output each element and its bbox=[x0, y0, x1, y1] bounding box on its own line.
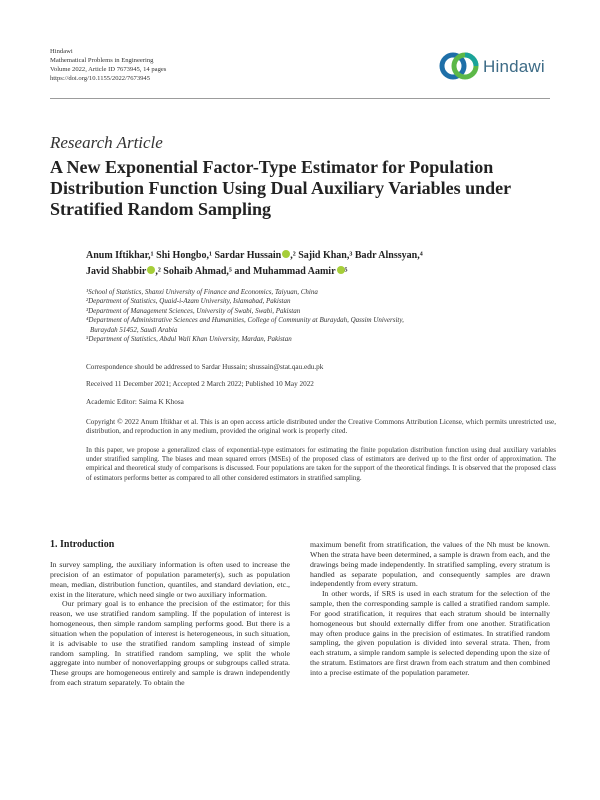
authors-text: ⁵ bbox=[344, 266, 348, 277]
body-column-right bbox=[310, 540, 550, 678]
volume-info: Volume 2022, Article ID 7673945, 14 pages bbox=[50, 66, 167, 73]
journal-header bbox=[50, 47, 166, 83]
header-divider bbox=[50, 98, 550, 99]
paragraph: Our primary goal is to enhance the precision of the estimator; for this reason, we use stratified random sampling. If the population of interest is homogeneous, then simple random sampling performs good. But there is a situation when the population of interest is heterogeneous, in such situation, it is advisable to use the stratified random sampling instead of simple random sampling. In stratified random sampling, we split the whole aggregate into number of nonoverlapping groups or subgroups called strata. These groups are homogeneous entirely and sample is drawn independently from each stratum separately. To obtain the bbox=[50, 599, 290, 688]
publication-dates: Received 11 December 2021; Accepted 2 March 2022; Published 10 May 2022 bbox=[86, 380, 314, 388]
section-heading: 1. Introduction bbox=[50, 539, 115, 550]
authors-text: ,² Sajid Khan,³ Badr Alnssyan,⁴ bbox=[290, 250, 423, 261]
paragraph: In other words, if SRS is used in each stratum for the selection of the sample, then the corresponding sample is called a stratified random sample. For good stratification, it requires that each stratum should be internally homogeneous but should externally differ from one another. Stratification may often produce gains in the precision of estimates. In stratified random sampling, the given population is divided into several strata. Then, from each stratum, a simple random sample is selected depending upon the size of the stratum. Estimators are first drawn from each stratum and then combined into a precise estimate of the population parameter. bbox=[310, 589, 550, 677]
affiliation: ³Department of Management Sciences, University of Swabi, Swabi, Pakistan bbox=[86, 306, 301, 315]
affiliation: Buraydah 51452, Saudi Arabia bbox=[90, 325, 178, 334]
article-type: Research Article bbox=[50, 133, 163, 152]
correspondence: Correspondence should be addressed to Sardar Hussain; shussain@stat.qau.edu.pk bbox=[86, 363, 324, 371]
affiliation: ⁵Department of Statistics, Abdul Wali Khan University, Mardan, Pakistan bbox=[86, 335, 292, 344]
hindawi-logo[interactable] bbox=[438, 46, 558, 86]
logo-wordmark: Hindawi bbox=[483, 57, 545, 76]
journal-name: Mathematical Problems in Engineering bbox=[50, 57, 154, 64]
doi-link[interactable]: https://doi.org/10.1155/2022/7673945 bbox=[50, 75, 151, 82]
authors-text: Javid Shabbir bbox=[86, 266, 147, 277]
paragraph: In survey sampling, the auxiliary information is often used to increase the precision of an estimator of population parameter(s), such as population mean, median, distribution function, quantiles, and standard deviation, etc., exist in the literature, which need single or two auxiliary information. bbox=[50, 560, 290, 599]
authors-text: Anum Iftikhar,¹ Shi Hongbo,¹ Sardar Hussain bbox=[86, 250, 282, 261]
orcid-icon[interactable] bbox=[337, 266, 345, 274]
author-list bbox=[86, 248, 556, 280]
article-title: A New Exponential Factor-Type Estimator for Population Distribution Function Using Dual Auxiliary Variables under Stratified Random Sampling bbox=[50, 157, 511, 219]
abstract: In this paper, we propose a generalized class of exponential-type estimators for estimating the finite population distribution function using dual auxiliary variables under stratified sampling. The biases and mean squared errors (MSEs) of the proposed class of estimators are derived up to the first order of approximation. The empirical and theoretical study of comparisons is discussed. Four populations are taken for the support of the theoretical findings. It is observed that the proposed class of estimators performs better as compared to all other considered estimators in stratified sampling. bbox=[86, 446, 556, 482]
affiliation: ²Department of Statistics, Quaid-i-Azam University, Islamabad, Pakistan bbox=[86, 297, 291, 306]
publisher-name: Hindawi bbox=[50, 48, 73, 55]
affiliations bbox=[86, 288, 556, 344]
authors-text: ,² Sohaib Ahmad,⁵ and Muhammad Aamir bbox=[155, 266, 336, 277]
affiliation: ¹School of Statistics, Shanxi University of Finance and Economics, Taiyuan, China bbox=[86, 288, 318, 296]
hindawi-logo-icon bbox=[438, 46, 482, 86]
body-column-left bbox=[50, 560, 290, 688]
copyright-notice: Copyright © 2022 Anum Iftikhar et al. This is an open access article distributed under the Creative Commons Attribution License, which permits unrestricted use, distribution, and reproduction in any medium, provided the original work is properly cited. bbox=[86, 418, 556, 435]
paragraph: maximum benefit from stratification, the values of the Nh must be known. When the strata have been determined, a sample is drawn from each, and the drawings being made independently. In stratified sampling, every stratum is handled as separate population, and consequently samples are drawn independently from every stratum. bbox=[310, 540, 550, 589]
academic-editor: Academic Editor: Saima K Khosa bbox=[86, 398, 184, 406]
affiliation: ⁴Department of Administrative Sciences and Humanities, College of Community at Buraydah, Qassim University, bbox=[86, 316, 404, 325]
